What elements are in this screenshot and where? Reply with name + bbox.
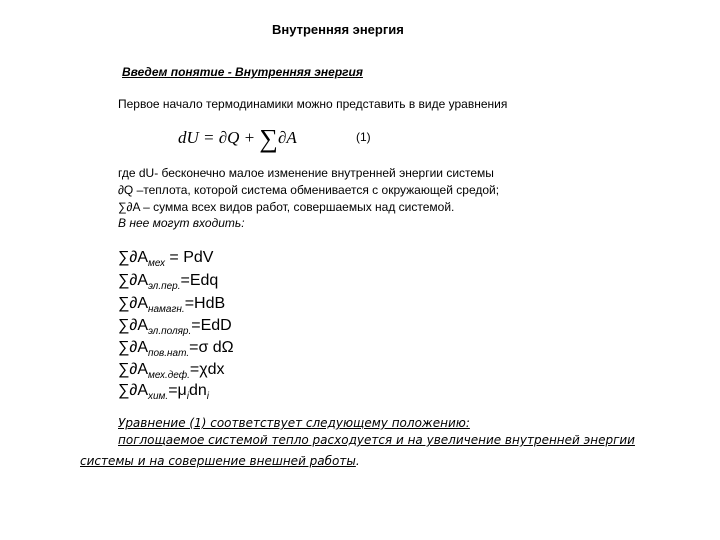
equation-number: (1): [356, 130, 371, 144]
equation-rhs: ∂A: [277, 128, 297, 147]
work-term-chemical: $\sum\partial A_{хим.}=\mu_idn_i$: [118, 382, 210, 403]
sum-symbol: ∑: [259, 124, 278, 153]
first-law-equation: [178, 120, 297, 153]
conclusion-line: Уравнение (1) соответствует следующему положению:: [118, 416, 470, 430]
intro-heading: Введем понятие - Внутренняя энергия: [122, 65, 363, 79]
work-term-mechanical: $\sum\partial A_{мех}$ = PdV: [118, 249, 214, 270]
description-line: ∑∂A – сумма всех видов работ, совершаемых над системой.: [118, 200, 455, 214]
page-title: Внутренняя энергия: [272, 22, 404, 37]
description-line: ∂Q –теплота, которой система обменивается с окружающей средой;: [118, 183, 500, 197]
lead-text: Первое начало термодинамики можно представить в виде уравнения: [118, 97, 508, 111]
description-line: где dU- бесконечно малое изменение внутренней энергии системы: [118, 166, 494, 180]
work-term-electric-transfer: $\sum\partial A_{эл.пер.}=Edq$: [118, 272, 219, 293]
conclusion-line: поглощаемое системой тепло расходуется и на увеличение внутренней энергии: [118, 433, 635, 447]
conclusion-last-line: системы и на совершение внешней работы.: [80, 454, 360, 468]
equation-lhs: dU = ∂Q +: [178, 128, 260, 147]
description-line: В нее могут входить:: [118, 216, 245, 230]
work-term-magnetization: $\sum\partial A_{намагн.}=HdB$: [118, 295, 226, 316]
work-term-surface-tension: $\sum\partial A_{пов.нат.}=\sigma$ dΩ: [118, 339, 234, 360]
work-term-electric-polarization: $\sum\partial A_{эл.поляр.}=EdD$: [118, 317, 232, 338]
work-term-mechanical-deformation: $\sum\partial A_{мех.деф.}=\chi dx$: [118, 361, 225, 382]
